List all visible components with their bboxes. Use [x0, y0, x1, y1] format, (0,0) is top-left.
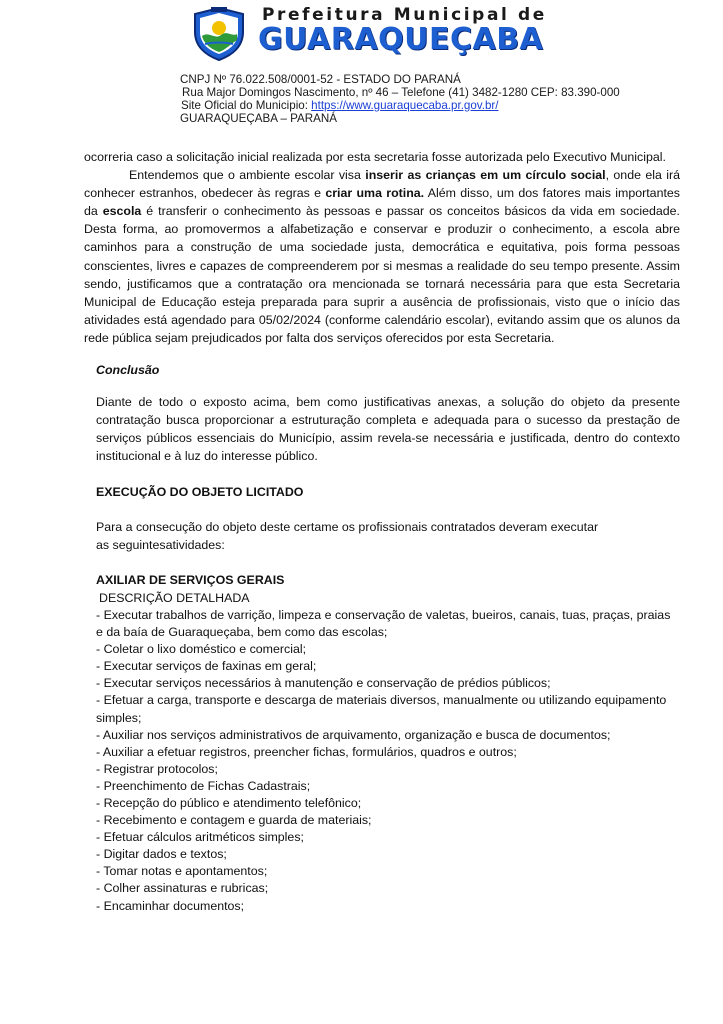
conclusion-heading: Conclusão	[96, 363, 160, 378]
task-item: - Executar serviços de faxinas em geral;	[96, 659, 317, 674]
execution-text-line2: as seguintesatividades:	[96, 537, 225, 552]
execution-text-line1: Para a consecução do objeto deste certame os profissionais contratados deveram executar	[96, 519, 599, 534]
task-item: - Tomar notas e apontamentos;	[96, 864, 268, 879]
website-link[interactable]: https://www.guaraquecaba.pr.gov.br/	[311, 99, 499, 112]
task-item: - Auxiliar nos serviços administrativos de arquivamento, organização e busca de documentos;	[96, 727, 611, 742]
bold-run: inserir as crianças em um círculo social	[365, 168, 606, 183]
municipal-coat-of-arms-icon	[191, 6, 247, 62]
paragraph-continuation: ocorreria caso a solicitação inicial realizada por esta secretaria fosse autorizada pelo Executivo Municipal.	[84, 150, 666, 164]
description-heading: DESCRIÇÃO DETALHADA	[99, 590, 250, 605]
bold-run: criar uma rotina.	[325, 186, 425, 201]
bold-run: escola	[102, 204, 142, 219]
task-item: - Executar serviços necessários à manutenção e conservação de prédios públicos;	[96, 676, 551, 691]
municipality-name-line1: Prefeitura Municipal de	[262, 5, 547, 25]
task-item: - Executar trabalhos de varrição, limpeza e conservação de valetas, bueiros, canais, tuas, praças, praias e da baía de Guaraqueçaba, bem como das escolas;	[96, 607, 671, 640]
conclusion-text: Diante de todo o exposto acima, bem como justificativas anexas, a solução do objeto da presente contratação busca proporcionar a estruturação completa e adequada para o sucesso da prestação de serviços públicos essenciais do Município, assim revela-se necessária e justificada, dentro do contexto institucional e à luz do interesse público.	[96, 395, 680, 464]
cnpj-line: CNPJ Nº 76.022.508/0001-52 - ESTADO DO PARANÁ	[180, 73, 461, 86]
document-body	[84, 148, 680, 915]
text-run: Entendemos que o ambiente escolar visa	[129, 168, 366, 183]
execution-heading: EXECUÇÃO DO OBJETO LICITADO	[96, 484, 304, 499]
task-list	[96, 607, 680, 915]
task-item: - Registrar protocolos;	[96, 761, 218, 776]
task-item: - Efetuar cálculos aritméticos simples;	[96, 830, 304, 845]
municipality-name-line2: GUARAQUEÇABA	[258, 22, 544, 57]
role-title: AXILIAR DE SERVIÇOS GERAIS	[96, 572, 285, 587]
task-item: - Digitar dados e textos;	[96, 847, 227, 862]
task-item: - Coletar o lixo doméstico e comercial;	[96, 642, 307, 657]
task-item: - Efetuar a carga, transporte e descarga de materiais diversos, manualmente ou utilizando equipamento simples;	[96, 693, 667, 725]
text-run: , onde ela irá conhecer estranhos, obedecer às regras e	[84, 168, 680, 201]
website-label: Site Oficial do Municipio:	[181, 99, 312, 112]
city-line: GUARAQUEÇABA – PARANÁ	[180, 112, 337, 125]
task-item: - Colher assinaturas e rubricas;	[96, 881, 269, 896]
task-item: - Auxiliar a efetuar registros, preencher fichas, formulários, quadros e outros;	[96, 744, 517, 759]
text-run: é transferir o conhecimento às pessoas e passar os conceitos básicos da vida em sociedade. Desta forma, ao promovermos a alfabetização e conservar e produzir o conhecimento, a escola abre caminhos para a construção de uma sociedade justa, democrática e equitativa, pois forma pessoas conscientes, livres e capazes de compreenderem por si mesmas a realidade do seu tempo presente. Assim sendo, justificamos que a contratação ora mencionada se tornará necessária para que esta Secretaria Municipal de Educação esteja preparada para suprir a ausência de profissionais, visto que o início das atividades está agendado para 05/02/2024 (conforme calendário escolar), evitando assim que os alunos da rede pública sejam prejudicados por falta dos serviços oferecidos por esta Secretaria.	[84, 204, 680, 345]
address-line: Rua Major Domingos Nascimento, nº 46 – Telefone (41) 3482-1280 CEP: 83.390-000	[182, 86, 620, 99]
text-run: Além disso, um dos fatores mais importantes da	[84, 186, 680, 219]
task-item: - Encaminhar documentos;	[96, 898, 245, 913]
task-item: - Preenchimento de Fichas Cadastrais;	[96, 778, 311, 793]
task-item: - Recepção do público e atendimento telefônico;	[96, 796, 362, 810]
paragraph-justification	[84, 166, 680, 347]
letterhead-info	[180, 73, 660, 125]
website-line	[180, 99, 660, 112]
task-item: - Recebimento e contagem e guarda de materiais;	[96, 813, 372, 828]
